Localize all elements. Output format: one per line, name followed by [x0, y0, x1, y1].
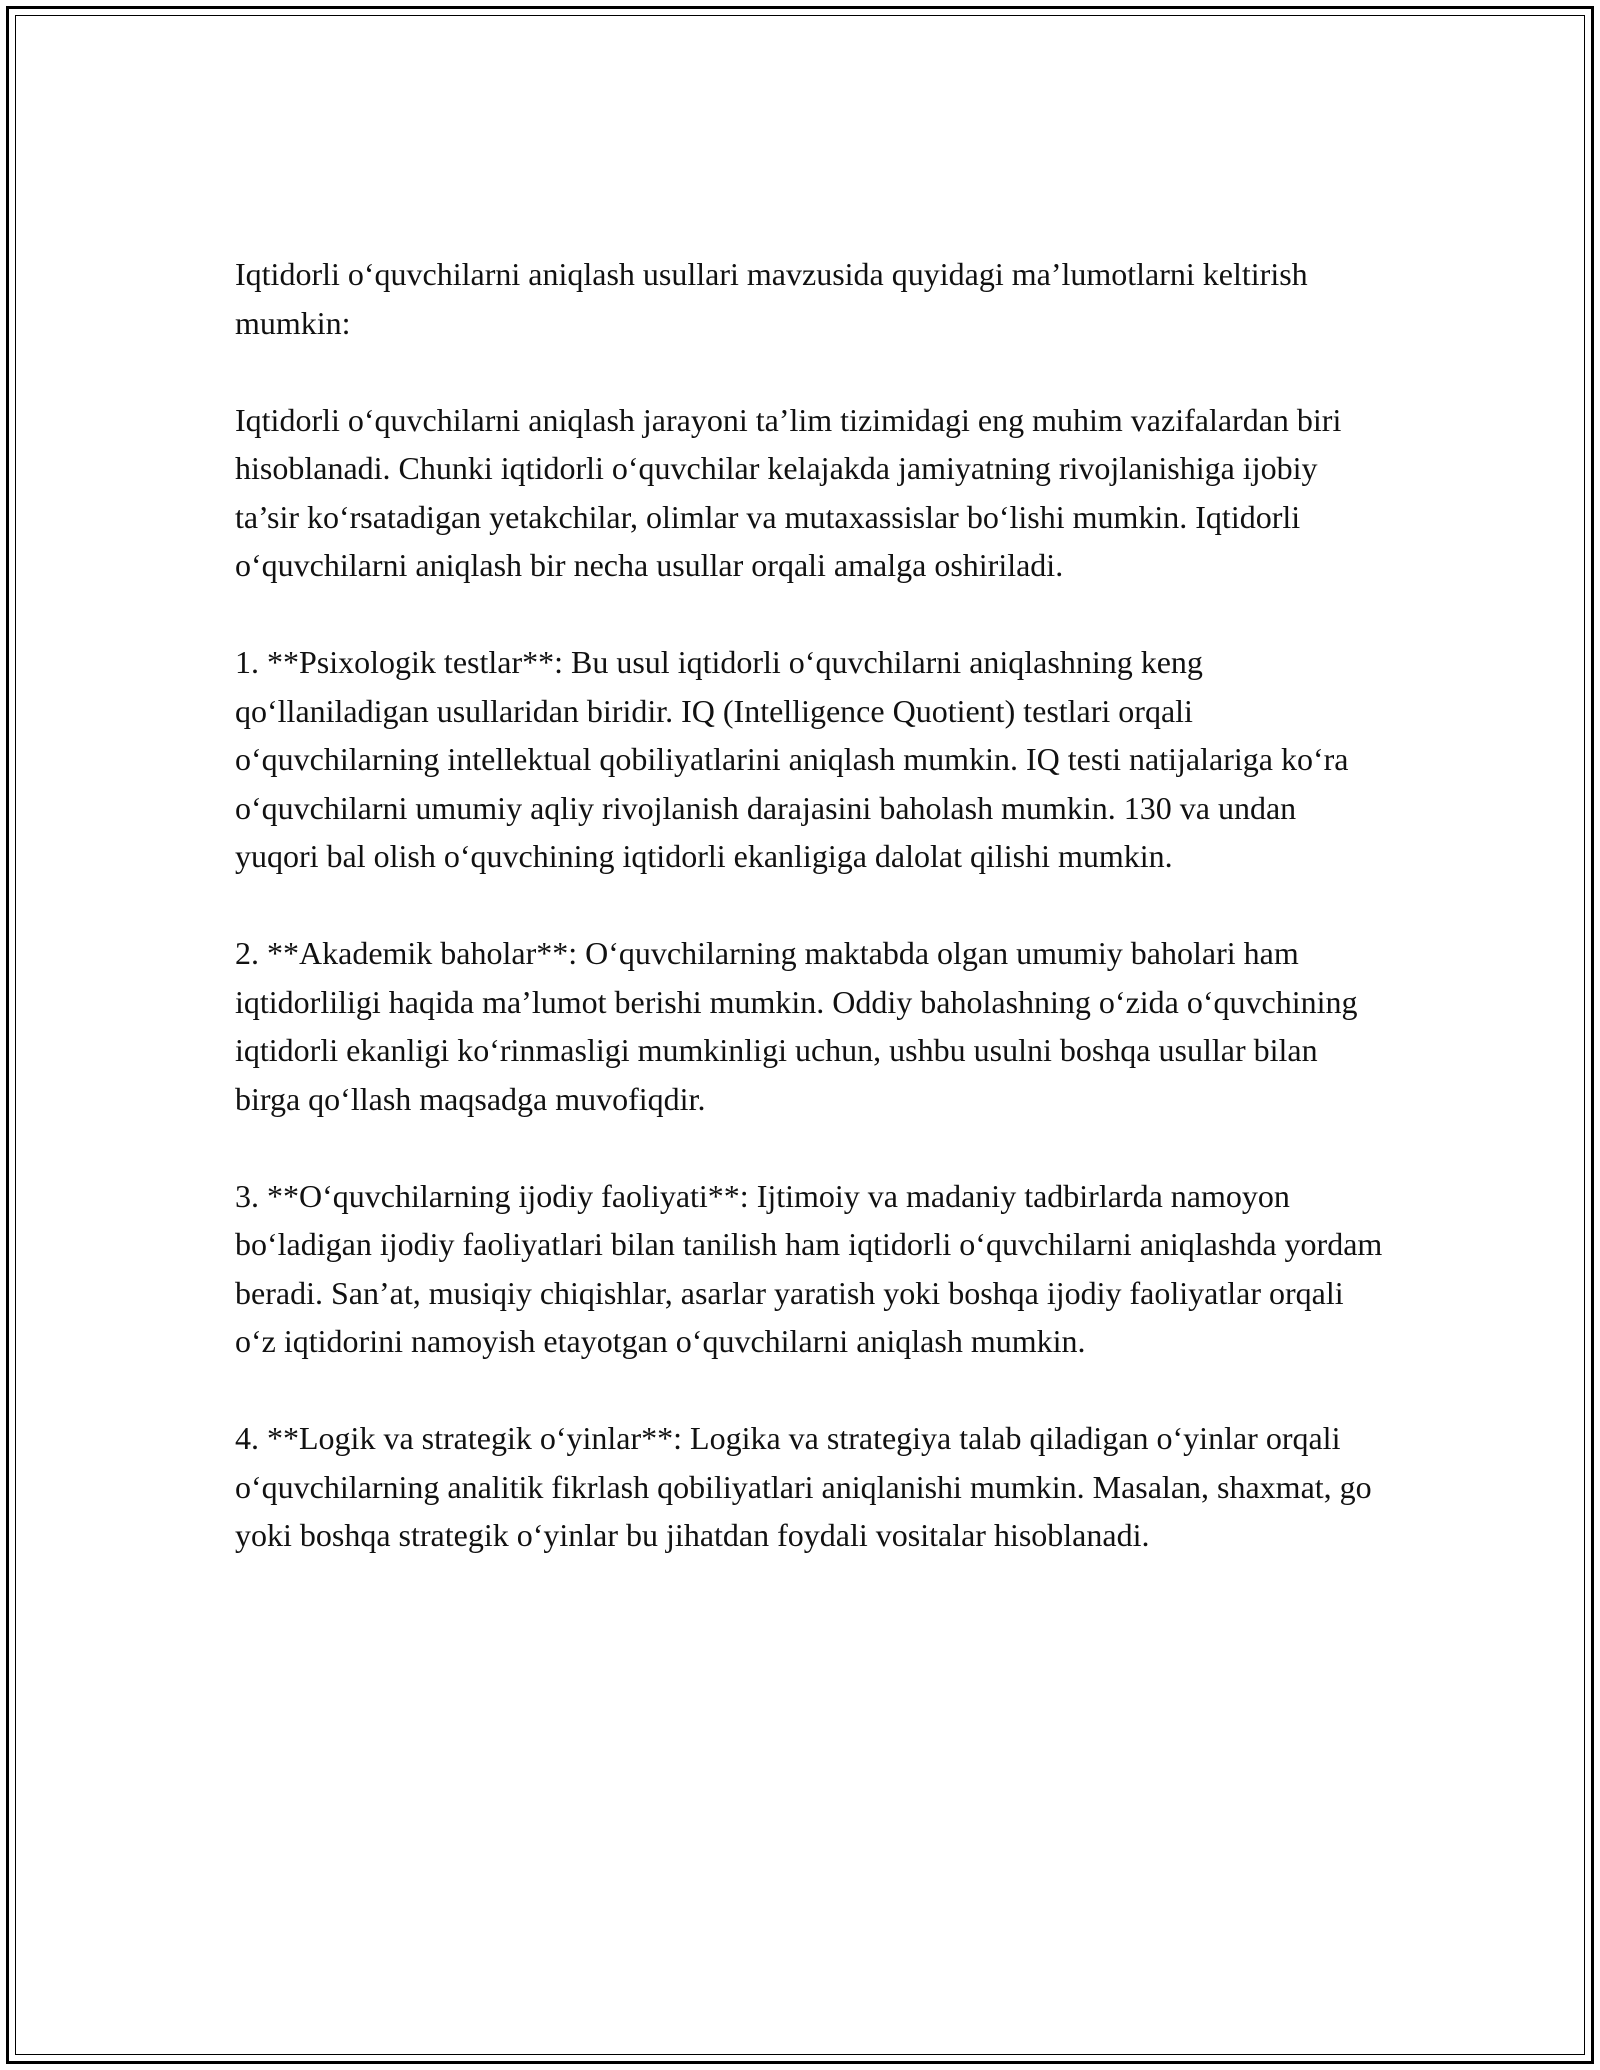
- method-logic-strategy-games: 4. **Logik va strategik o‘yinlar**: Logika va strategiya talab qiladigan o‘yinlar orqali o‘quvchilarning analitik fikrlash qobiliyatlari aniqlanishi mumkin. Masalan, shaxmat, go yoki boshqa strategik o‘yinlar bu jihatdan foydali vositalar hisoblanadi.: [235, 1420, 1372, 1553]
- method-creative-activity: 3. **O‘quvchilarning ijodiy faoliyati**: Ijtimoiy va madaniy tadbirlarda namoyon bo‘ladigan ijodiy faoliyatlari bilan tanilish ham iqtidorli o‘quvchilarni aniqlashda yordam beradi. San’at, musiqiy chiqishlar, asarlar yaratish yoki boshqa ijodiy faoliyatlar orqali o‘z iqtidorini namoyish etayotgan o‘quvchilarni aniqlash mumkin.: [235, 1177, 1383, 1359]
- method-psychological-tests: 1. **Psixologik testlar**: Bu usul iqtidorli o‘quvchilarni aniqlashning keng qo‘llaniladigan usullaridan biridir. IQ (Intelligence Quotient) testlari orqali o‘quvchilarning intellektual qobiliyatlarini aniqlash mumkin. IQ testi natijalariga ko‘ra o‘quvchilarni umumiy aqliy rivojlanish darajasini baholash mumkin. 130 va undan yuqori bal olish o‘quvchining iqtidorli ekanligiga dalolat qilishi mumkin.: [235, 644, 1349, 874]
- document-body: [235, 250, 1385, 1560]
- intro-paragraph: Iqtidorli o‘quvchilarni aniqlash usullari mavzusida quyidagi ma’lumotlarni keltirish mumkin:: [235, 256, 1308, 341]
- overview-paragraph: Iqtidorli o‘quvchilarni aniqlash jarayoni ta’lim tizimidagi eng muhim vazifalardan biri hisoblanadi. Chunki iqtidorli o‘quvchilar kelajakda jamiyatning rivojlanishiga ijobiy ta’sir ko‘rsatadigan yetakchilar, olimlar va mutaxassislar bo‘lishi mumkin. Iqtidorli o‘quvchilarni aniqlash bir necha usullar orqali amalga oshiriladi.: [235, 401, 1342, 583]
- method-academic-grades: 2. **Akademik baholar**: O‘quvchilarning maktabda olgan umumiy baholari ham iqtidorliligi haqida ma’lumot berishi mumkin. Oddiy baholashning o‘zida o‘quvchining iqtidorli ekanligi ko‘rinmasligi mumkinligi uchun, ushbu usulni boshqa usullar bilan birga qo‘llash maqsadga muvofiqdir.: [235, 935, 1358, 1117]
